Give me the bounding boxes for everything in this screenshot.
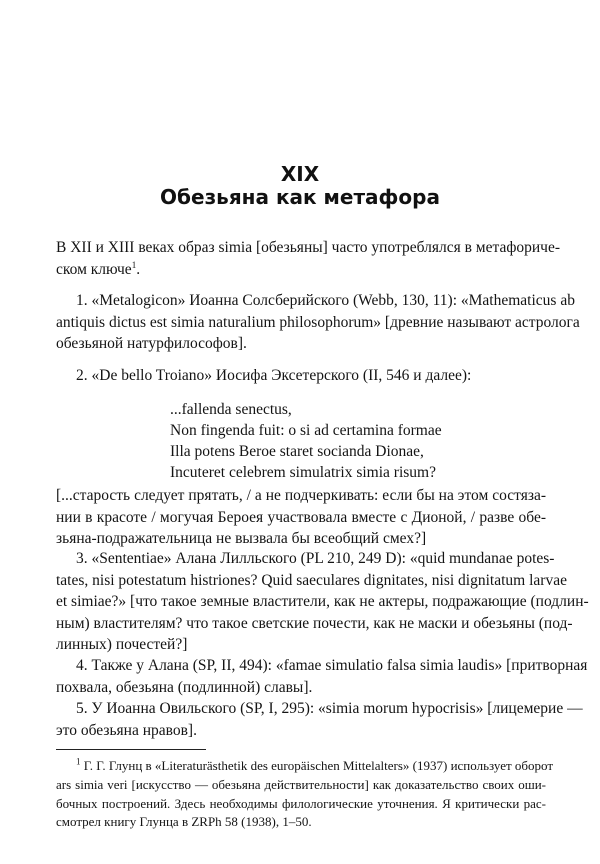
item-3 — [56, 548, 589, 656]
text-line: зьяна-подражательница не вызвала бы всеобщий смех?] — [56, 530, 427, 547]
footnote-ref[interactable]: 1 — [131, 259, 137, 270]
verse-line: Non fingenda fuit: o si ad certamina formae — [170, 422, 442, 439]
text-line: [...старость следует прятать, / а не подчеркивать: если бы на этом состяза- — [56, 487, 546, 504]
verse-quote — [170, 399, 442, 483]
text-line: это обезьяна нравов]. — [56, 721, 197, 739]
item-4 — [56, 655, 588, 698]
text-line: бочных построений. Здесь необходимы филологические уточнения. Я критически рас- — [56, 795, 546, 811]
text-line: нии в красоте / могучая Бероея участвовала вместе с Дионой, / разве обе- — [56, 508, 546, 526]
footnote — [56, 756, 554, 832]
text-line: antiquis dictus est simia naturalium philosophorum» [древние называют астролога — [56, 313, 580, 331]
text-line: ском ключе — [56, 260, 132, 278]
text-line: 5. У Иоанна Овильского (SP, I, 295): «simia morum hypocrisis» [лицемерие — — [76, 700, 583, 717]
item-5 — [56, 698, 583, 741]
item-2 — [56, 365, 546, 387]
text-line: смотрел книгу Глунца в ZRPh 58 (1938), 1–50. — [56, 814, 312, 830]
chapter-number: XIX — [280, 162, 320, 186]
text-line: обезьяной натурфилософов]. — [56, 335, 247, 352]
text-line: 4. Также у Алана (SP, II, 494): «famae simulatio falsa simia laudis» [притворная — [76, 657, 588, 674]
intro-paragraph: В XII и XIII веках образ simia [обезьяны] часто употреблялся в метафориче- ском ключе$^1$. — [56, 239, 560, 278]
text-line: линных) почестей?] — [56, 636, 188, 653]
text-line: et simiae?» [что такое земные властители, как не актеры, подражающие (подлин- — [56, 593, 589, 610]
text-line: ным) властителям? что такое светские почести, как не маски и обезьяны (под- — [56, 614, 573, 632]
verse-translation — [56, 485, 546, 550]
text-line: Г. Г. Глунц в «Literaturästhetik des europäischen Mittelalters» (1937) использует оборот — [83, 758, 554, 773]
chapter-title: Обезьяна как метафора — [160, 185, 440, 209]
text-line: ars simia veri [искусство — обезьяна действительности] как доказательство своих оши- — [56, 776, 546, 792]
text-line: 1. «Metalogicon» Иоанна Солсберийского (Webb, 130, 11): «Mathematicus ab — [76, 292, 575, 309]
item-1 — [56, 290, 580, 355]
footnote-divider — [56, 749, 206, 750]
text-line: похвала, обезьяна (подлинной) славы]. — [56, 678, 313, 696]
verse-line: ...fallenda senectus, — [170, 401, 292, 418]
text-line: В XII и XIII веках образ simia [обезьяны] часто употреблялся в метафориче- — [56, 239, 560, 256]
text-line: 2. «De bello Troiano» Иосифа Эксетерского (II, 546 и далее): — [76, 367, 472, 384]
verse-line: Illa potens Beroe staret socianda Dionae, — [170, 443, 424, 460]
text-line: tates, nisi potestatum histriones? Quid saeculares dignitates, nisi dignitatum larvae — [56, 571, 567, 589]
footnote-marker: 1 — [76, 756, 81, 767]
verse-line: Incuteret celebrem simulatrix simia risum? — [170, 464, 436, 481]
text-line: 3. «Sententiae» Алана Лилльского (PL 210, 249 D): «quid mundanae potes- — [76, 550, 555, 567]
